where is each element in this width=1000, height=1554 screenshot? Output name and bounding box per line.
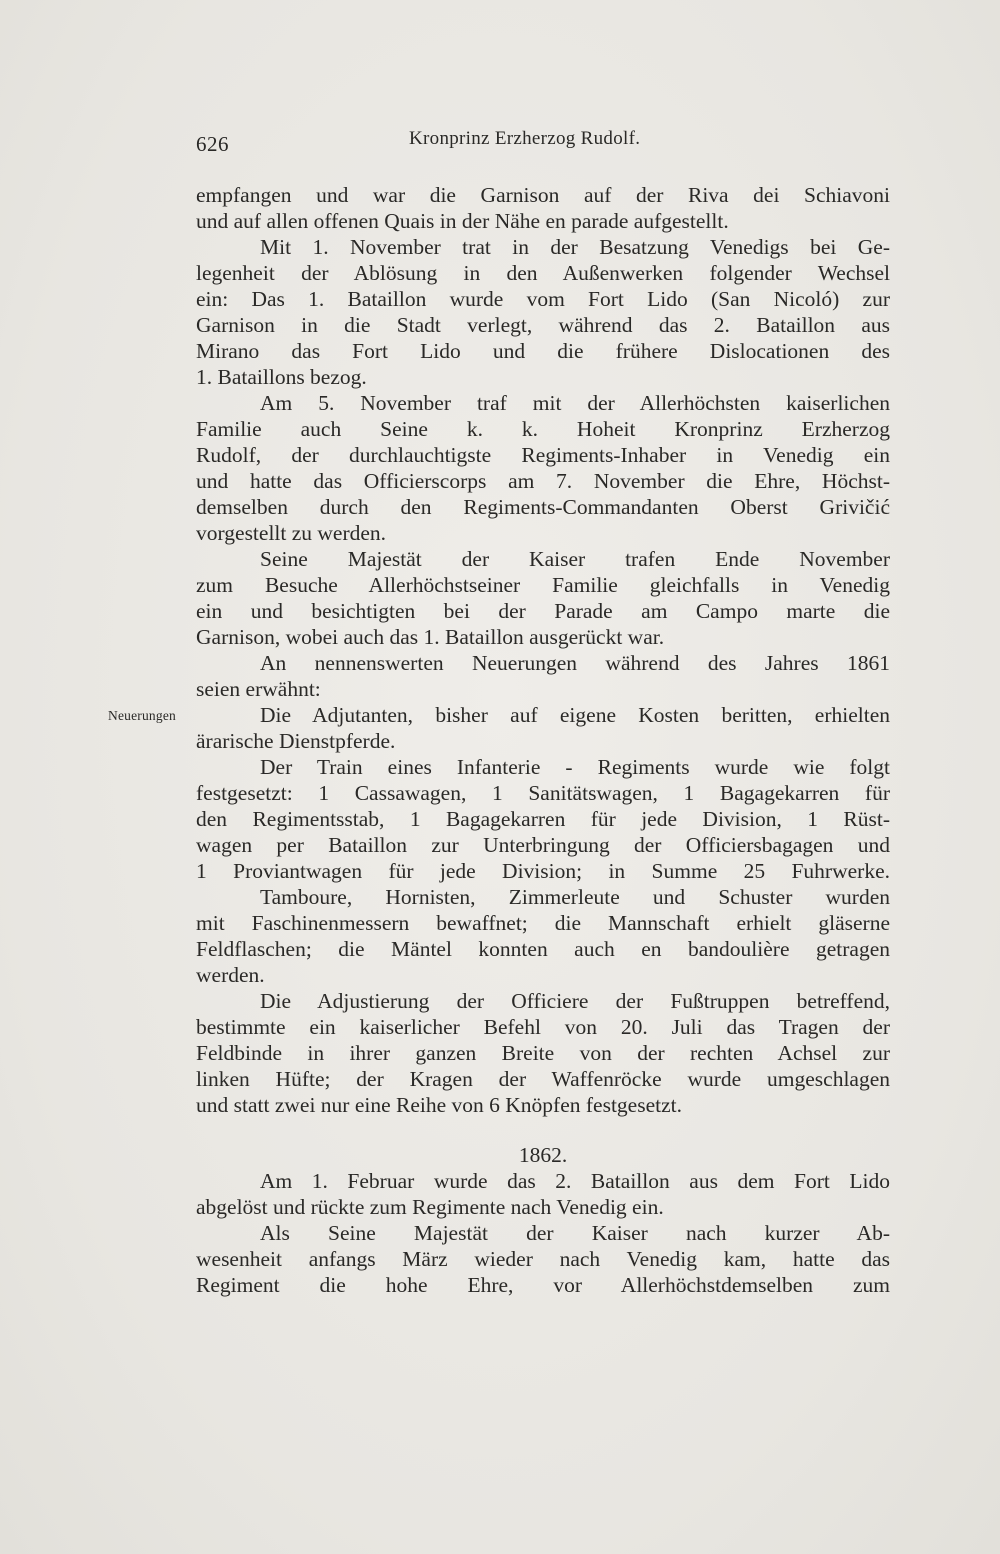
text-line: festgesetzt: 1 Cassawagen, 1 Sanitätswagen, 1 Bagagekarren für xyxy=(196,781,890,805)
text-line: Familie auch Seine k. k. Hoheit Kronprinz Erzherzog xyxy=(196,417,890,441)
text-line: und statt zwei nur eine Reihe von 6 Knöpfen festgesetzt. xyxy=(196,1093,682,1117)
text-line: ärarische Dienstpferde. xyxy=(196,729,396,753)
text-line: empfangen und war die Garnison auf der Riva dei Schiavoni xyxy=(196,183,890,207)
text-line: demselben durch den Regiments-Commandanten Oberst Grivičić xyxy=(196,495,890,519)
text-line: wesenheit anfangs März wieder nach Venedig kam, hatte das xyxy=(196,1247,890,1271)
text-line: Feldbinde in ihrer ganzen Breite von der rechten Achsel zur xyxy=(196,1041,890,1065)
text-line: ein: Das 1. Bataillon wurde vom Fort Lido (San Nicoló) zur xyxy=(196,287,890,311)
text-line: ein und besichtigten bei der Parade am Campo marte die xyxy=(196,599,890,623)
body-text xyxy=(196,182,890,1298)
page-number: 626 xyxy=(196,132,229,156)
text-line: und hatte das Officierscorps am 7. November die Ehre, Höchst- xyxy=(196,469,890,493)
text-line: zum Besuche Allerhöchstseiner Familie gleichfalls in Venedig xyxy=(196,573,890,597)
text-line: vorgestellt zu werden. xyxy=(196,521,387,545)
text-line: Rudolf, der durchlauchtigste Regiments-Inhaber in Venedig ein xyxy=(196,443,890,467)
margin-note: Neuerungen xyxy=(108,708,176,723)
text-line: An nennenswerten Neuerungen während des Jahres 1861 xyxy=(260,651,890,675)
text-line: Die Adjutanten, bisher auf eigene Kosten beritten, erhielten xyxy=(260,703,890,727)
text-line: 1. Bataillons bezog. xyxy=(196,365,367,389)
text-line: Als Seine Majestät der Kaiser nach kurzer Ab- xyxy=(260,1221,890,1245)
text-line: Der Train eines Infanterie - Regiments wurde wie folgt xyxy=(260,755,890,779)
text-line: werden. xyxy=(196,963,265,987)
text-line: linken Hüfte; der Kragen der Waffenröcke wurde umgeschlagen xyxy=(196,1067,890,1091)
text-line: Am 5. November traf mit der Allerhöchsten kaiserlichen xyxy=(260,391,890,415)
text-line: den Regimentsstab, 1 Bagagekarren für jede Division, 1 Rüst- xyxy=(196,807,890,831)
text-line: Garnison in die Stadt verlegt, während das 2. Bataillon aus xyxy=(196,313,890,337)
text-line: legenheit der Ablösung in den Außenwerken folgender Wechsel xyxy=(196,261,890,285)
text-line: bestimmte ein kaiserlicher Befehl von 20. Juli das Tragen der xyxy=(196,1015,890,1039)
text-line: Seine Majestät der Kaiser trafen Ende November xyxy=(260,547,890,571)
text-line: Mirano das Fort Lido und die frühere Dislocationen des xyxy=(196,339,890,363)
text-line: und auf allen offenen Quais in der Nähe en parade aufgestellt. xyxy=(196,209,729,233)
text-line: seien erwähnt: xyxy=(196,677,321,701)
text-line: Die Adjustierung der Officiere der Fußtruppen betreffend, xyxy=(260,989,890,1013)
text-line: 1 Proviantwagen für jede Division; in Summe 25 Fuhrwerke. xyxy=(196,859,890,883)
text-line: Feldflaschen; die Mäntel konnten auch en bandoulière getragen xyxy=(196,937,890,961)
text-line: Am 1. Februar wurde das 2. Bataillon aus dem Fort Lido xyxy=(260,1169,890,1193)
page-header xyxy=(196,128,890,158)
running-title: Kronprinz Erzherzog Rudolf. xyxy=(409,128,641,149)
text-line: mit Faschinenmessern bewaffnet; die Mannschaft erhielt gläserne xyxy=(196,911,890,935)
text-line: abgelöst und rückte zum Regimente nach Venedig ein. xyxy=(196,1195,664,1219)
text-line: wagen per Bataillon zur Unterbringung der Officiersbagagen und xyxy=(196,833,890,857)
text-line: Mit 1. November trat in der Besatzung Venedigs bei Ge- xyxy=(260,235,890,259)
text-line: Garnison, wobei auch das 1. Bataillon ausgerückt war. xyxy=(196,625,665,649)
section-gap xyxy=(196,1118,890,1142)
text-line: Tamboure, Hornisten, Zimmerleute und Schuster wurden xyxy=(260,885,890,909)
section-heading-year: 1862. xyxy=(518,1143,568,1167)
text-line: Regiment die hohe Ehre, vor Allerhöchstdemselben zum xyxy=(196,1273,890,1297)
